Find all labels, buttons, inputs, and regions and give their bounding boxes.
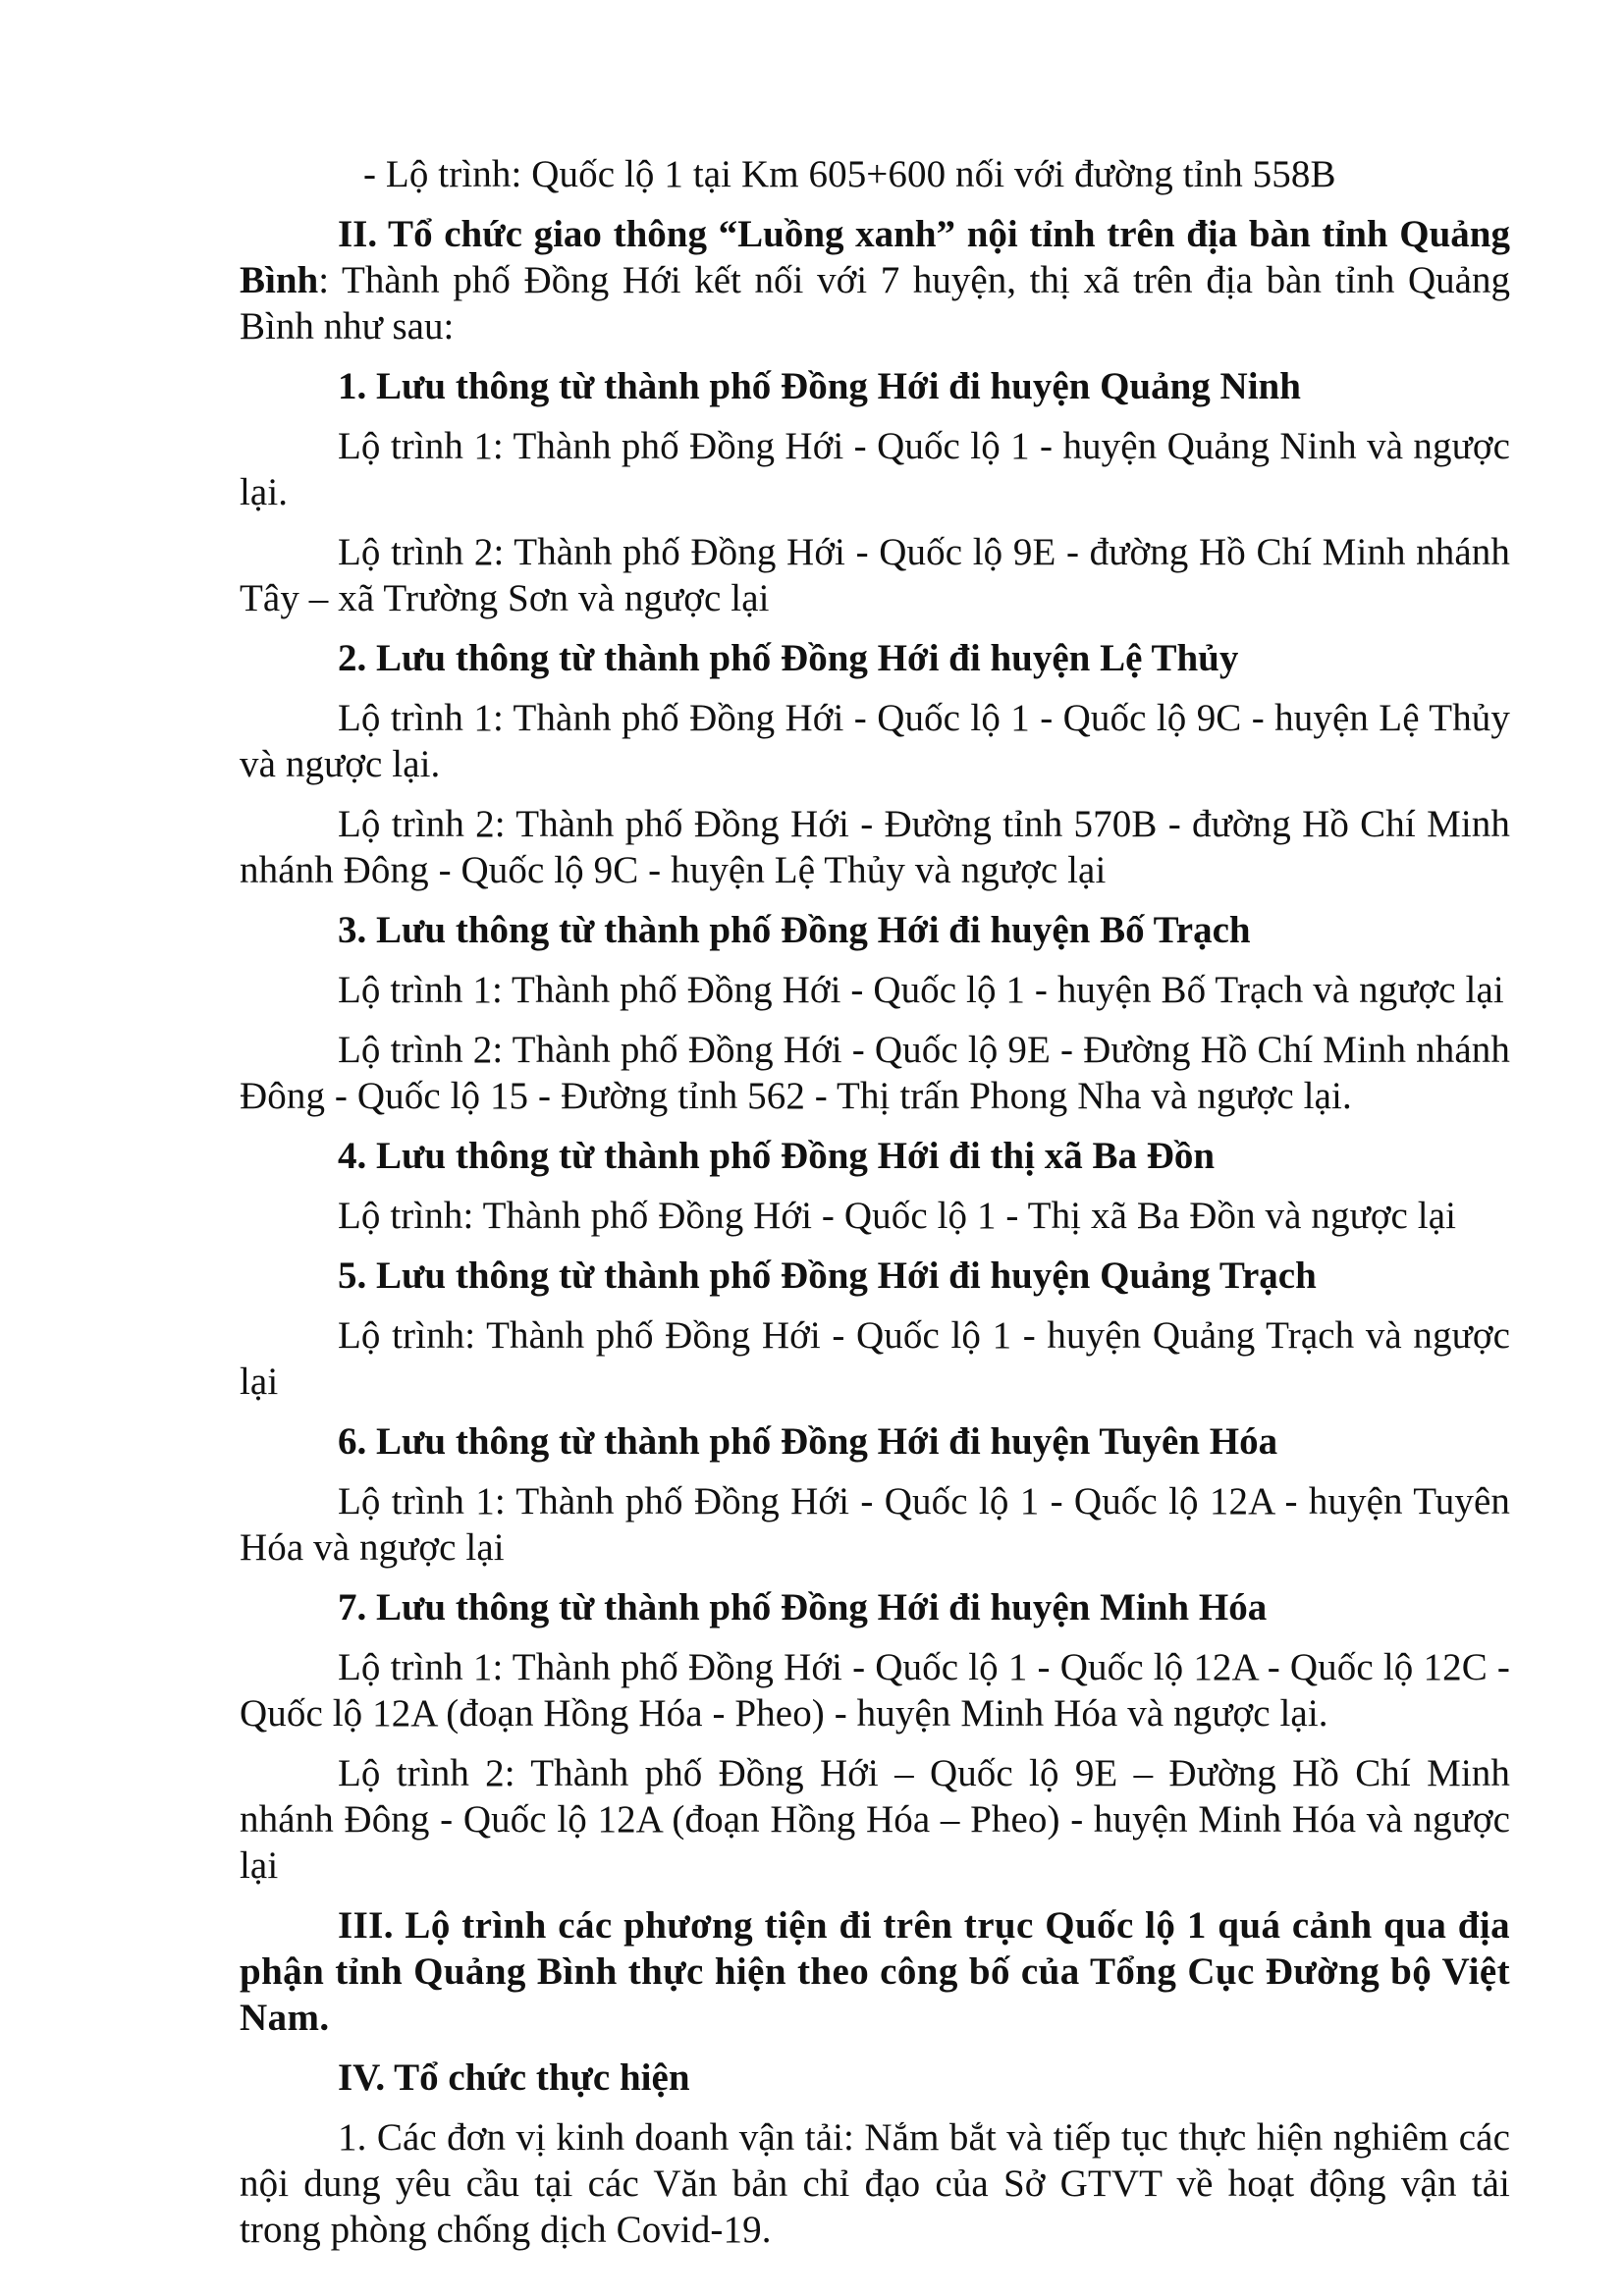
- item-2-route-1: Lộ trình 1: Thành phố Đồng Hới - Quốc lộ 1 - Quốc lộ 9C - huyện Lệ Thủy và ngược lại.: [240, 697, 1510, 785]
- item-1-route-1: Lộ trình 1: Thành phố Đồng Hới - Quốc lộ 1 - huyện Quảng Ninh và ngược lại.: [240, 425, 1510, 513]
- item-7-heading: 7. Lưu thông từ thành phố Đồng Hới đi huyện Minh Hóa: [338, 1586, 1268, 1629]
- section-2-title: II. Tổ chức giao thông “Luồng xanh” nội tỉnh trên địa bàn tỉnh Quảng Bình: [240, 213, 1510, 301]
- section-3: III. Lộ trình các phương tiện đi trên trục Quốc lộ 1 quá cảnh qua địa phận tỉnh Quảng Bình thực hiện theo công bố của Tổng Cục Đường bộ Việt Nam.: [240, 1904, 1510, 2039]
- item-4-route: Lộ trình: Thành phố Đồng Hới - Quốc lộ 1 - Thị xã Ba Đồn và ngược lại: [338, 1195, 1457, 1237]
- item-7-route-2: Lộ trình 2: Thành phố Đồng Hới – Quốc lộ 9E – Đường Hồ Chí Minh nhánh Đông - Quốc lộ 12A (đoạn Hồng Hóa – Pheo) - huyện Minh Hóa và ngược lại: [240, 1752, 1510, 1887]
- item-1-route-2: Lộ trình 2: Thành phố Đồng Hới - Quốc lộ 9E - đường Hồ Chí Minh nhánh Tây – xã Trường Sơn và ngược lại: [240, 531, 1510, 619]
- document-body: [240, 151, 1510, 2267]
- section-2-text: : Thành phố Đồng Hới kết nối với 7 huyện, thị xã trên địa bàn tỉnh Quảng Bình như sau:: [240, 259, 1510, 347]
- section-4-item-1: 1. Các đơn vị kinh doanh vận tải: Nắm bắt và tiếp tục thực hiện nghiêm các nội dung yêu cầu tại các Văn bản chỉ đạo của Sở GTVT về hoạt động vận tải trong phòng chống dịch Covid-19.: [240, 2116, 1510, 2251]
- item-7-route-1: Lộ trình 1: Thành phố Đồng Hới - Quốc lộ 1 - Quốc lộ 12A - Quốc lộ 12C - Quốc lộ 12A (đoạn Hồng Hóa - Pheo) - huyện Minh Hóa và ngược lại.: [240, 1646, 1510, 1735]
- section-2: [240, 211, 1510, 349]
- item-4-heading: 4. Lưu thông từ thành phố Đồng Hới đi thị xã Ba Đồn: [338, 1135, 1216, 1177]
- item-3-route-2: Lộ trình 2: Thành phố Đồng Hới - Quốc lộ 9E - Đường Hồ Chí Minh nhánh Đông - Quốc lộ 15 - Đường tỉnh 562 - Thị trấn Phong Nha và ngược lại.: [240, 1029, 1510, 1117]
- item-2-heading: 2. Lưu thông từ thành phố Đồng Hới đi huyện Lệ Thủy: [338, 637, 1239, 679]
- item-3-route-1: Lộ trình 1: Thành phố Đồng Hới - Quốc lộ 1 - huyện Bố Trạch và ngược lại: [338, 969, 1504, 1011]
- item-5-heading: 5. Lưu thông từ thành phố Đồng Hới đi huyện Quảng Trạch: [338, 1255, 1317, 1297]
- item-1-heading: 1. Lưu thông từ thành phố Đồng Hới đi huyện Quảng Ninh: [338, 365, 1301, 407]
- item-6-route-1: Lộ trình 1: Thành phố Đồng Hới - Quốc lộ 1 - Quốc lộ 12A - huyện Tuyên Hóa và ngược lại: [240, 1480, 1510, 1569]
- item-6-heading: 6. Lưu thông từ thành phố Đồng Hới đi huyện Tuyên Hóa: [338, 1420, 1278, 1463]
- section-4-title: IV. Tổ chức thực hiện: [338, 2056, 690, 2099]
- item-3-heading: 3. Lưu thông từ thành phố Đồng Hới đi huyện Bố Trạch: [338, 909, 1251, 951]
- item-5-route: Lộ trình: Thành phố Đồng Hới - Quốc lộ 1 - huyện Quảng Trạch và ngược lại: [240, 1314, 1510, 1403]
- route-intro: - Lộ trình: Quốc lộ 1 tại Km 605+600 nối với đường tỉnh 558B: [363, 153, 1336, 195]
- item-2-route-2: Lộ trình 2: Thành phố Đồng Hới - Đường tỉnh 570B - đường Hồ Chí Minh nhánh Đông - Quốc lộ 9C - huyện Lệ Thủy và ngược lại: [240, 803, 1510, 891]
